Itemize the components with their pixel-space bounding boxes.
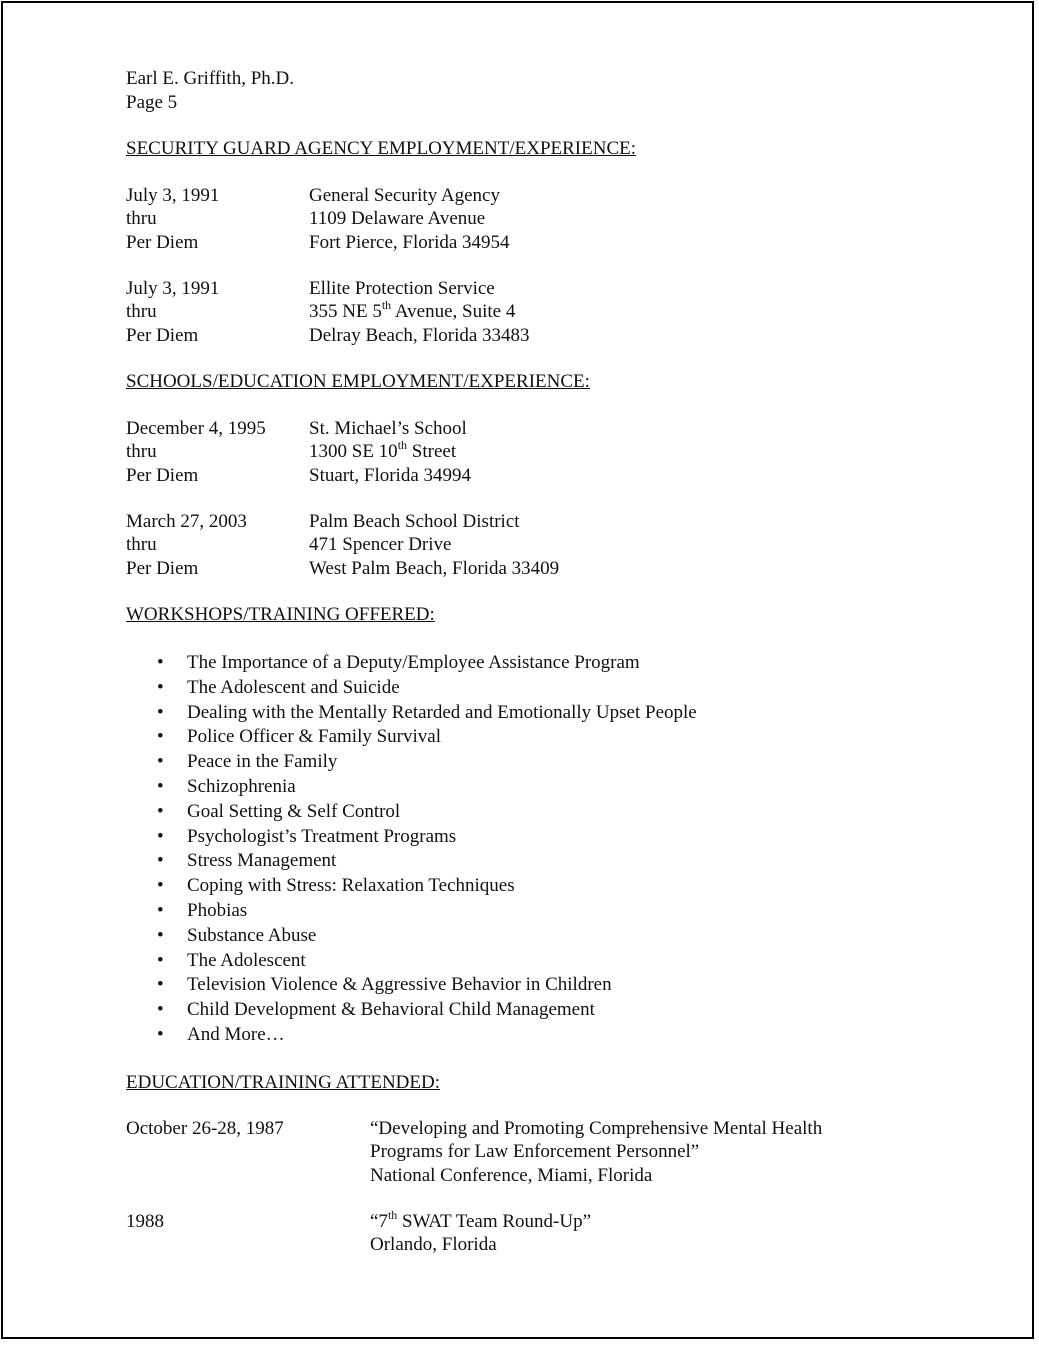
- entry-date: March 27, 2003: [126, 511, 247, 532]
- entry-address: 1300 SE 10th Street: [309, 437, 457, 463]
- entry-title-cont: Programs for Law Enforcement Personnel”: [370, 1141, 700, 1163]
- entry-org: Palm Beach School District: [309, 511, 520, 532]
- workshop-label: The Adolescent: [187, 949, 306, 971]
- bullet-icon: •: [157, 701, 164, 723]
- resume-page: [1, 1, 1034, 1339]
- section-title-training: EDUCATION/TRAINING ATTENDED:: [126, 1072, 440, 1093]
- entry-address: 471 Spencer Drive: [309, 534, 452, 556]
- bullet-icon: •: [157, 751, 164, 773]
- entry-date: December 4, 1995: [126, 418, 266, 439]
- workshop-label: Substance Abuse: [187, 924, 317, 946]
- entry-thru: thru: [126, 208, 157, 230]
- section-title-schools: SCHOOLS/EDUCATION EMPLOYMENT/EXPERIENCE:: [126, 371, 590, 392]
- workshop-label: Coping with Stress: Relaxation Techniques: [187, 875, 515, 897]
- bullet-icon: •: [157, 676, 164, 698]
- bullet-icon: •: [157, 1023, 164, 1045]
- entry-date: 1988: [126, 1211, 164, 1232]
- entry-term: Per Diem: [126, 231, 199, 253]
- workshop-label: The Adolescent and Suicide: [187, 676, 400, 698]
- section-title-security: SECURITY GUARD AGENCY EMPLOYMENT/EXPERIENCE:: [126, 138, 637, 159]
- entry-city: Fort Pierce, Florida 34954: [309, 231, 510, 253]
- entry-title: “7th SWAT Team Round-Up”: [370, 1207, 592, 1232]
- bullet-icon: •: [157, 899, 164, 921]
- entry-address: 355 NE 5th Avenue, Suite 4: [309, 297, 516, 323]
- workshop-label: Phobias: [187, 899, 248, 921]
- entry-location: Orlando, Florida: [370, 1234, 497, 1256]
- entry-date: October 26-28, 1987: [126, 1118, 284, 1139]
- workshop-label: Child Development & Behavioral Child Management: [187, 999, 595, 1021]
- entry-title: “Developing and Promoting Comprehensive Mental Health: [370, 1118, 823, 1139]
- workshop-label: Television Violence & Aggressive Behavior in Children: [187, 974, 612, 996]
- entry-city: Stuart, Florida 34994: [309, 464, 472, 486]
- bullet-icon: •: [157, 949, 164, 971]
- entry-thru: thru: [126, 534, 157, 556]
- entry-location: National Conference, Miami, Florida: [370, 1164, 653, 1186]
- bullet-icon: •: [157, 652, 164, 673]
- entry-address: 1109 Delaware Avenue: [309, 208, 486, 230]
- bullet-icon: •: [157, 825, 164, 847]
- entry-term: Per Diem: [126, 464, 199, 486]
- workshop-label: Peace in the Family: [187, 751, 338, 773]
- bullet-icon: •: [157, 875, 164, 897]
- entry-date: July 3, 1991: [126, 278, 220, 299]
- entry-thru: thru: [126, 301, 157, 323]
- workshop-label: Schizophrenia: [187, 775, 296, 797]
- bullet-icon: •: [157, 999, 164, 1021]
- workshop-label: The Importance of a Deputy/Employee Assistance Program: [187, 652, 640, 673]
- bullet-icon: •: [157, 726, 164, 748]
- entry-org: Ellite Protection Service: [309, 278, 495, 299]
- entry-term: Per Diem: [126, 557, 199, 579]
- workshop-label: Dealing with the Mentally Retarded and Emotionally Upset People: [187, 701, 697, 723]
- bullet-icon: •: [157, 924, 164, 946]
- workshop-label: And More…: [187, 1023, 285, 1045]
- bullet-icon: •: [157, 850, 164, 872]
- section-title-workshops: WORKSHOPS/TRAINING OFFERED:: [126, 604, 435, 625]
- workshop-label: Psychologist’s Treatment Programs: [187, 825, 457, 847]
- workshop-label: Stress Management: [187, 850, 337, 872]
- author-name: Earl E. Griffith, Ph.D.: [126, 68, 294, 89]
- entry-org: General Security Agency: [309, 185, 500, 206]
- page-header: [126, 67, 294, 114]
- entry-date: July 3, 1991: [126, 185, 220, 206]
- entry-city: Delray Beach, Florida 33483: [309, 324, 530, 346]
- bullet-icon: •: [157, 775, 164, 797]
- entry-term: Per Diem: [126, 324, 199, 346]
- entry-city: West Palm Beach, Florida 33409: [309, 557, 560, 579]
- bullet-icon: •: [157, 974, 164, 996]
- entry-org: St. Michael’s School: [309, 418, 467, 439]
- workshop-label: Police Officer & Family Survival: [187, 726, 441, 748]
- bullet-icon: •: [157, 800, 164, 822]
- page-number: Page 5: [126, 91, 178, 113]
- workshop-label: Goal Setting & Self Control: [187, 800, 401, 822]
- entry-thru: thru: [126, 441, 157, 463]
